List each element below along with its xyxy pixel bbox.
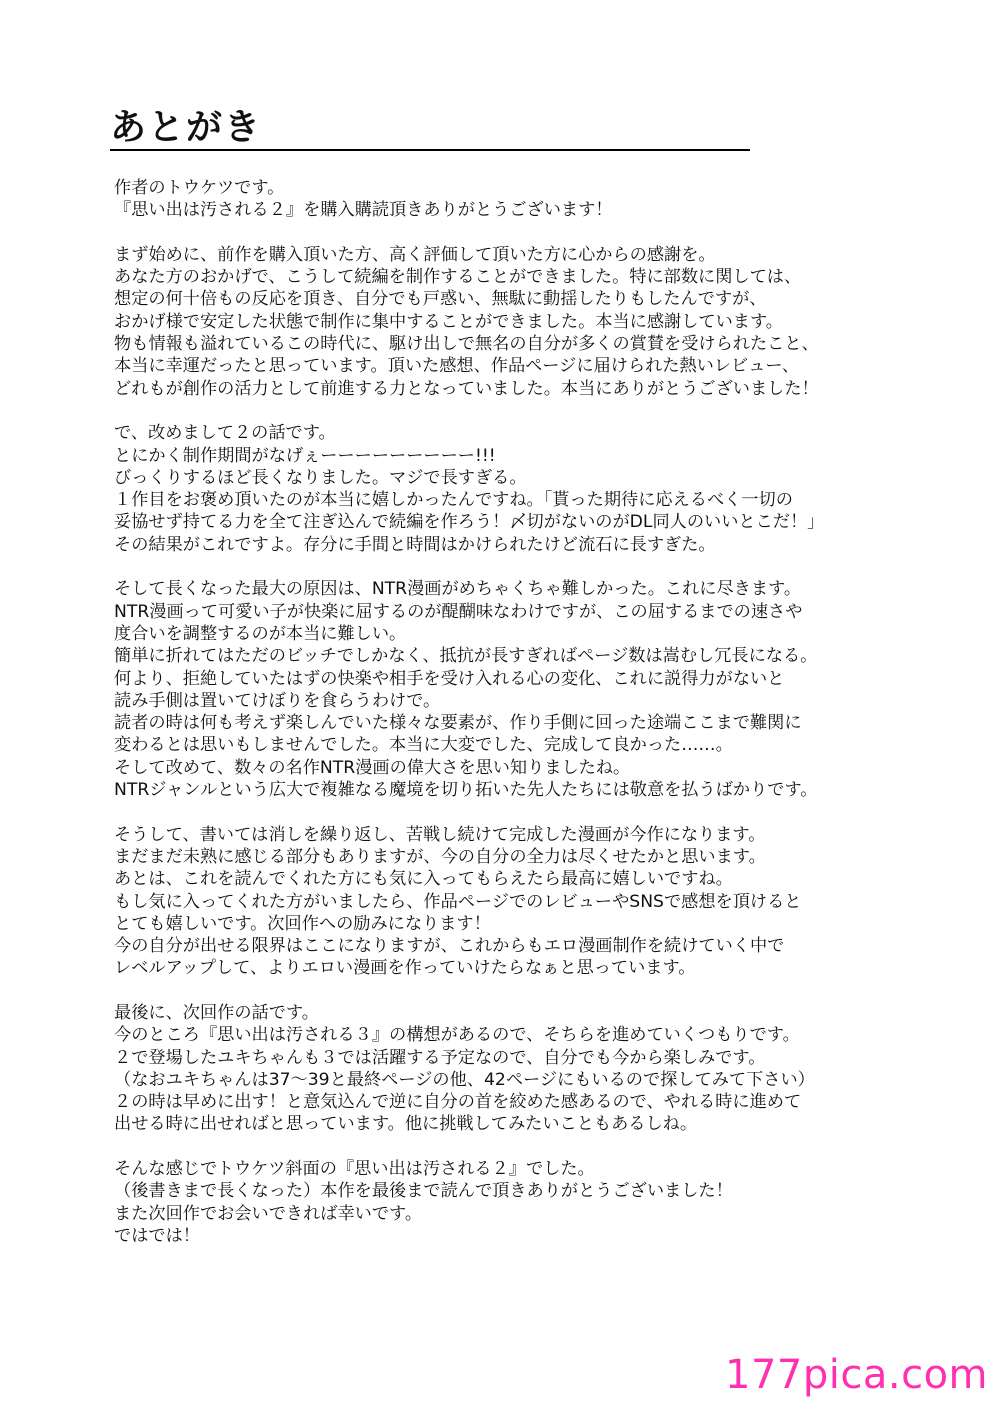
text-line: 読者の時は何も考えず楽しんでいた様々な要素が、作り手側に回った途端ここまで難関に xyxy=(114,713,802,734)
text-line: とにかく制作期間がなげぇーーーーーーーーー!!! xyxy=(114,445,496,466)
text-line: 想定の何十倍もの反応を頂き、自分でも戸惑い、無駄に動揺したりもしたんですが、 xyxy=(114,289,767,310)
page-title: あとがき xyxy=(110,107,263,148)
text-line: 簡単に折れてはただのビッチでしかなく、抵抗が長すぎればページ数は嵩むし冗長になる。 xyxy=(114,646,818,667)
text-line: （なおユキちゃんは37～39と最終ページの他、42ページにもいるので探してみて下さい） xyxy=(114,1069,815,1090)
text-line: ２の時は早めに出す！と意気込んで逆に自分の首を絞めた感あるので、やれる時に進めて xyxy=(114,1092,802,1113)
text-line: そして改めて、数々の名作NTR漫画の偉大さを思い知りましたね。 xyxy=(114,757,631,778)
paragraph xyxy=(114,578,914,801)
text-line: 妥協せず持てる力を全て注ぎ込んで続編を作ろう！〆切がないのがDL同人のいいとこだ！」 xyxy=(114,512,825,533)
paragraph xyxy=(114,1002,914,1136)
text-line: で、改めまして２の話です。 xyxy=(114,423,336,444)
afterword-body xyxy=(114,177,914,1270)
text-line: とても嬉しいです。次回作への励みになります！ xyxy=(114,913,491,934)
text-line: 度合いを調整するのが本当に難しい。 xyxy=(114,623,407,644)
text-line: 最後に、次回作の話です。 xyxy=(114,1002,319,1023)
text-line: まだまだ未熟に感じる部分もありますが、今の自分の全力は尽くせたかと思います。 xyxy=(114,846,766,867)
text-line: （後書きまで長くなった）本作を最後まで読んで頂きありがとうございました！ xyxy=(114,1181,733,1202)
text-line: あとは、これを読んでくれた方にも気に入ってもらえたら最高に嬉しいですね。 xyxy=(114,869,733,890)
text-line: 『思い出は汚される２』を購入購読頂きありがとうございます！ xyxy=(114,200,613,221)
text-line: 変わるとは思いもしませんでした。本当に大変でした、完成して良かった……。 xyxy=(114,735,733,756)
text-line: そして長くなった最大の原因は、NTR漫画がめちゃくちゃ難しかった。これに尽きます。 xyxy=(114,579,802,600)
text-line: 本当に幸運だったと思っています。頂いた感想、作品ページに届けられた熱いレビュー、 xyxy=(114,356,800,377)
paragraph xyxy=(114,1158,914,1247)
text-line: まず始めに、前作を購入頂いた方、高く評価して頂いた方に心からの感謝を。 xyxy=(114,244,716,265)
text-line: 作者のトウケツです。 xyxy=(114,178,285,198)
text-line: おかげ様で安定した状態で制作に集中することができました。本当に感謝しています。 xyxy=(114,311,783,332)
text-line: そうして、書いては消しを繰り返し、苦戦し続けて完成した漫画が今作になります。 xyxy=(114,824,766,845)
text-line: ２で登場したユキちゃんも３では活躍する予定なので、自分でも今から楽しみです。 xyxy=(114,1047,766,1068)
text-line: そんな感じでトウケツ斜面の『思い出は汚される２』でした。 xyxy=(114,1159,595,1180)
text-line: その結果がこれですよ。存分に手間と時間はかけられたけど流石に長すぎた。 xyxy=(114,534,716,555)
text-line: ではでは！ xyxy=(114,1225,200,1246)
text-line: NTR漫画って可愛い子が快楽に屈するのが醍醐味なわけですが、この屈するまでの速さや xyxy=(114,601,803,622)
text-line: １作目をお褒め頂いたのが本当に嬉しかったんですね。「貰った期待に応えるべく一切の xyxy=(114,490,793,511)
text-line: NTRジャンルという広大で複雑なる魔境を切り拓いた先人たちには敬意を払うばかりです。 xyxy=(114,780,818,801)
paragraph xyxy=(114,824,914,980)
text-line: 読み手側は置いてけぼりを食らうわけで。 xyxy=(114,690,441,711)
text-line: また次回作でお会いできれば幸いです。 xyxy=(114,1203,423,1224)
text-line: びっくりするほど長くなりました。マジで長すぎる。 xyxy=(114,467,527,488)
text-line: 何より、拒絶していたはずの快楽や相手を受け入れる心の変化、これに説得力がないと xyxy=(114,668,785,689)
paragraph xyxy=(114,422,914,556)
text-line: 出せる時に出せればと思っています。他に挑戦してみたいこともあるしね。 xyxy=(114,1114,698,1135)
paragraph xyxy=(114,177,914,222)
text-line: もし気に入ってくれた方がいましたら、作品ページでのレビューやSNSで感想を頂けると xyxy=(114,891,802,912)
text-line: レベルアップして、よりエロい漫画を作っていけたらなぁと思っています。 xyxy=(114,958,696,979)
text-line: 物も情報も溢れているこの時代に、駆け出しで無名の自分が多くの賞賛を受けられたこと、 xyxy=(114,334,819,355)
site-watermark: 177pica.com xyxy=(725,1352,988,1398)
text-line: どれもが創作の活力として前進する力となっていました。本当にありがとうございました！ xyxy=(114,378,819,399)
text-line: 今の自分が出せる限界はここになりますが、これからもエロ漫画制作を続けていく中で xyxy=(114,936,785,957)
title-underline xyxy=(110,149,750,151)
text-line: あなた方のおかげで、こうして続編を制作することができました。特に部数に関しては、 xyxy=(114,267,802,288)
paragraph xyxy=(114,244,914,400)
text-line: 今のところ『思い出は汚される３』の構想があるので、そちらを進めていくつもりです。 xyxy=(114,1025,800,1046)
